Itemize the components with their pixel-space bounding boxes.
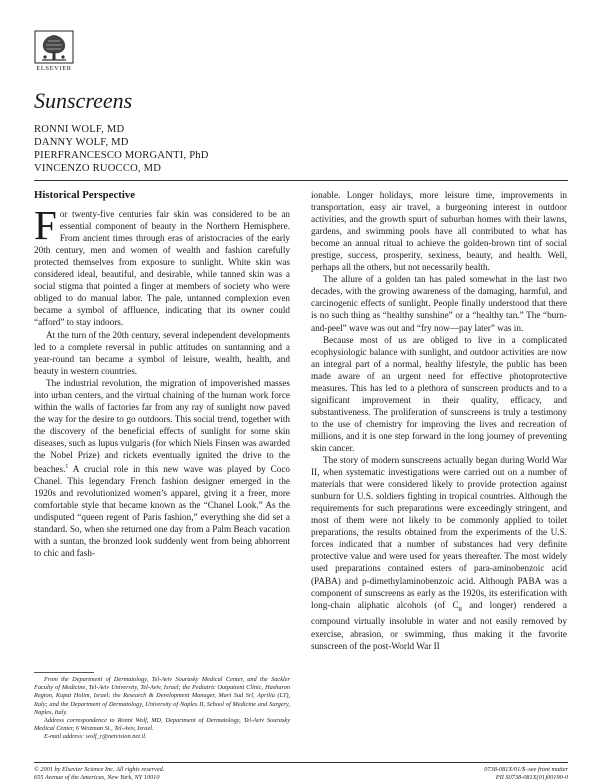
drop-cap: F [34, 202, 57, 249]
correspondence-note: Address correspondence to Ronni Wolf, MD, Department of Dermatology, Tel-Aviv Sourasky Medical Center, 6 Weizman St., Tel-Aviv, Israel. [34, 717, 290, 733]
author-name: PIERFRANCESCO MORGANTI, PhD [34, 150, 209, 161]
body-paragraph: At the turn of the 20th century, several independent developments led to a complete reversal in public attitudes on suntanning and a year-round tan became a symbol of leisure, wealth, health, and beauty in western countries. [34, 329, 290, 376]
issn-text: 0738-081X/01/$–see front matter [484, 766, 568, 773]
footer-publisher [34, 766, 164, 781]
footer-divider [34, 762, 568, 763]
section-heading: Historical Perspective [34, 189, 136, 201]
body-paragraph: The allure of a golden tan has paled somewhat in the last two decades, with the growing awareness of the damaging, harmful, and carcinogenic effects of sunlight. People finally understood that there is no such thing as “healthy sunshine” or a “healthy tan.” The “burn-and-peel” wave was out and “fry now—pay later” was in. [311, 274, 567, 333]
article-title: Sunscreens [34, 88, 133, 113]
footnote-divider [34, 672, 94, 673]
header-divider [34, 180, 568, 181]
reference-marker[interactable]: 1 [65, 464, 69, 471]
logo-wordmark: ELSEVIER [36, 65, 72, 72]
author-name: DANNY WOLF, MD [34, 137, 129, 148]
email-note[interactable]: E-mail address: wolf_r@netvision.net.il. [44, 733, 147, 741]
footer-identifiers [484, 766, 568, 781]
elsevier-tree-icon [34, 30, 74, 64]
body-paragraph: ionable. Longer holidays, more leisure time, improvements in transportation, easy air travel, a burgeoning interest in outdoor activities, and the growth spurt of suburban homes with their lawns, gardens, and swimming pools have all contributed to what has become an annual ritual to achieve the golden-brown tint of social prestige, success, prosperity, sexiness, beauty, and health. Well, perhaps all the others, but not necessarily health. [311, 190, 567, 273]
copyright-text: © 2001 by Elsevier Science Inc. All rights reserved. [34, 766, 165, 773]
body-paragraph: The story of modern sunscreens actually began during World War II, when systematic investigations were carried out on a number of materials that were considered likely to provide protection against sunburn for U.S. soldiers fighting in tropical countries. Although the requirements for such preparations were exceedingly stringent, and most of them were not likely to be commonly applied to toilet preparations, the results obtained from the experiments of the U.S. forces indicated that a number of substances had very definite protective value and were used for years thereafter. The most widely used preparations contained esters of para-aminobenzoic acid (PABA) and p-dimethylaminobenzoic acid. Although PABA was a component of sunscreens as early as the 1920s, its esterification with long-chain aliphatic alcohols (of $C_8$ and longer) rendered a compound virtually insoluble in water and not easily removed by exercise, abrasion, or swimming, thus making it the favorite sunscreen of the post-World War II [311, 455, 567, 651]
affiliation-note: From the Department of Dermatology, Tel-Aviv Sourasky Medical Center, and the Sackler Faculty of Medicine, Tel-Aviv University, Tel-Aviv, Israel; the Pediatric Outpatient Clinic, Hasharon Region, Kupat Holim, Israel; the Research & Development Manager, Mavi Sud Srl, Aprilia (LT), Italy; and the Department of Dermatology, University of Naples II, School of Medicine and Surgery, Naples, Italy. [34, 676, 290, 716]
body-paragraph: The industrial revolution, the migration of impoverished masses into urban centers, and the virtual chaining of the human work force within the walls of factories far from any ray of sunlight now paved the way for the desire to go outdoors. This social trend, together with the discovery of the beneficial effects of sunlight for some skin diseases, such as lupus vulgaris (for which Niels Finsen was awarded the Nobel Prize) and rickets eventually ignited the drive to the beaches.$^1$ A crucial role in this new wave was played by Coco Chanel. This legendary French fashion designer emerged in the 1920s and revolutionized women’s apparel, giving it a freer, more comfortable style that became known as the “Chanel Look.” As the undisputed “queen regent of Paris fashion,” everything she did set a standard. So, when she returned one day from a Palm Beach vacation with a suntan, the bronzed look suddenly went from being abhorrent to chic and fash- [34, 377, 290, 559]
body-paragraph: For twenty-five centuries fair skin was considered to be an essential component of beauty in the Northern Hemisphere. From ancient times through eras of aristocracies of the early 20th century, men and women of wealth and fashion carefully protected themselves from exposure to sunlight. White skin was considered ideal, beautiful, and desirable, while tanned skin was a social stigma that pointed a finger at members of society who were obliged to do manual labor. The pale, untanned complexion even became a symbol of affluence, indicating that its owner could “afford” to stay indoors. [34, 202, 290, 328]
author-name: RONNI WOLF, MD [34, 124, 125, 135]
author-name: VINCENZO RUOCCO, MD [34, 163, 162, 174]
body-paragraph: Because most of us are obliged to live in a complicated ecophysiologic balance with sunlight, and outdoor activities are now an integral part of a normal, healthy lifestyle, the public has been made aware of an urgent need for effective photoprotective measures. This has led to a plethora of sunscreen products and to a significant improvement in their quality, efficacy, and substantiveness. The proliferation of sunscreens is truly a testimony to the use of chemistry for improving the lives and recreation of millions, and it is one step forward in the long journey of preventing skin cancer. [311, 334, 567, 453]
left-column [34, 189, 290, 559]
footnotes [34, 672, 290, 742]
right-column [311, 189, 567, 652]
subscript: 8 [458, 605, 462, 613]
publisher-address: 655 Avenue of the Americas, New York, NY 10010 [34, 773, 160, 781]
author-list [34, 123, 209, 175]
publisher-logo [34, 30, 74, 72]
pii-text: PII S0738-081X(01)00190-0 [495, 773, 568, 781]
